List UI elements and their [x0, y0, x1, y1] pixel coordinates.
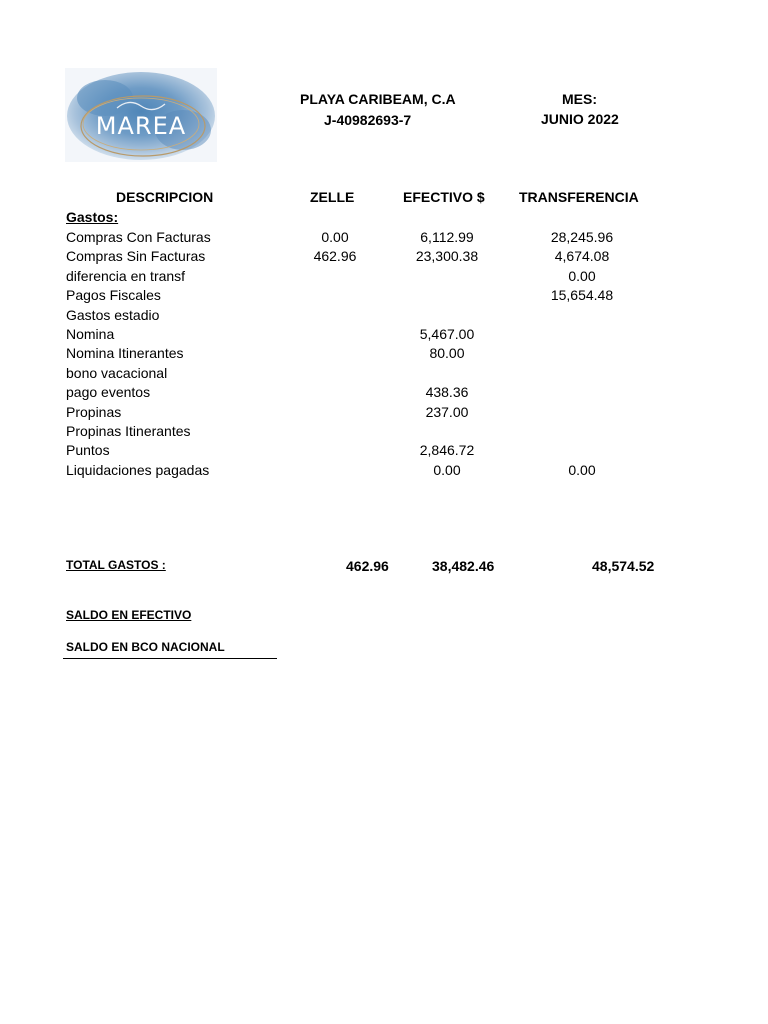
row-label: pago eventos — [66, 384, 151, 401]
row-efectivo: 6,112.99 — [420, 229, 474, 245]
logo-text: MAREA — [95, 112, 187, 140]
total-zelle: 462.96 — [346, 558, 389, 574]
table-row — [0, 286, 768, 305]
row-label: Pagos Fiscales — [66, 287, 161, 304]
table-row — [0, 364, 768, 383]
row-label: Nomina Itinerantes — [66, 345, 184, 362]
row-efectivo: 80.00 — [429, 345, 465, 362]
saldo-efectivo-label: SALDO EN EFECTIVO — [66, 608, 192, 622]
table-row — [0, 344, 768, 363]
total-transferencia: 48,574.52 — [592, 558, 655, 574]
row-efectivo: 438.36 — [425, 384, 469, 401]
period-value: JUNIO 2022 — [541, 111, 619, 127]
period-label: MES: — [562, 91, 597, 107]
total-efectivo: 38,482.46 — [432, 558, 495, 574]
row-transferencia: 0.00 — [568, 267, 596, 284]
row-label: diferencia en transf — [66, 267, 186, 284]
row-label: Propinas — [66, 403, 122, 420]
table-row — [0, 441, 768, 460]
row-label: Puntos — [66, 442, 110, 459]
company-logo — [65, 68, 217, 162]
table-row — [0, 325, 768, 344]
column-header-descripcion: DESCRIPCION — [116, 189, 214, 205]
column-header-efectivo: EFECTIVO $ — [403, 189, 485, 205]
row-label: Compras Con Facturas — [66, 229, 211, 245]
table-row — [0, 461, 768, 480]
saldo-bco-label: SALDO EN BCO NACIONAL — [66, 640, 225, 654]
table-row — [0, 247, 768, 266]
row-zelle: 0.00 — [321, 229, 349, 245]
row-transferencia: 15,654.48 — [550, 287, 614, 304]
total-gastos-label: TOTAL GASTOS : — [66, 558, 166, 572]
row-label: bono vacacional — [66, 364, 168, 381]
row-efectivo: 0.00 — [433, 461, 461, 478]
table-row — [0, 422, 768, 441]
row-transferencia: 28,245.96 — [550, 229, 614, 245]
section-title-gastos: Gastos: — [66, 209, 119, 225]
row-label: Compras Sin Facturas — [66, 248, 206, 265]
row-zelle: 462.96 — [313, 248, 357, 265]
row-transferencia: 0.00 — [568, 461, 596, 478]
row-label: Gastos estadio — [66, 306, 160, 323]
row-transferencia: 4,674.08 — [554, 248, 610, 265]
table-row — [0, 403, 768, 422]
table-row — [0, 267, 768, 286]
row-efectivo: 23,300.38 — [415, 248, 479, 265]
row-label: Nomina — [66, 326, 115, 342]
row-label: Propinas Itinerantes — [66, 423, 191, 439]
table-row — [0, 383, 768, 402]
company-name: PLAYA CARIBEAM, C.A — [300, 91, 456, 107]
row-label: Liquidaciones pagadas — [66, 461, 210, 478]
table-row — [0, 228, 768, 247]
signature-line — [63, 658, 277, 659]
marea-logo-image — [65, 68, 217, 162]
column-header-transferencia: TRANSFERENCIA — [519, 189, 639, 205]
company-rif: J-40982693-7 — [324, 112, 412, 128]
row-efectivo: 2,846.72 — [419, 442, 475, 459]
table-row — [0, 306, 768, 325]
row-efectivo: 5,467.00 — [419, 326, 475, 342]
column-header-zelle: ZELLE — [310, 189, 355, 205]
row-efectivo: 237.00 — [425, 403, 469, 420]
